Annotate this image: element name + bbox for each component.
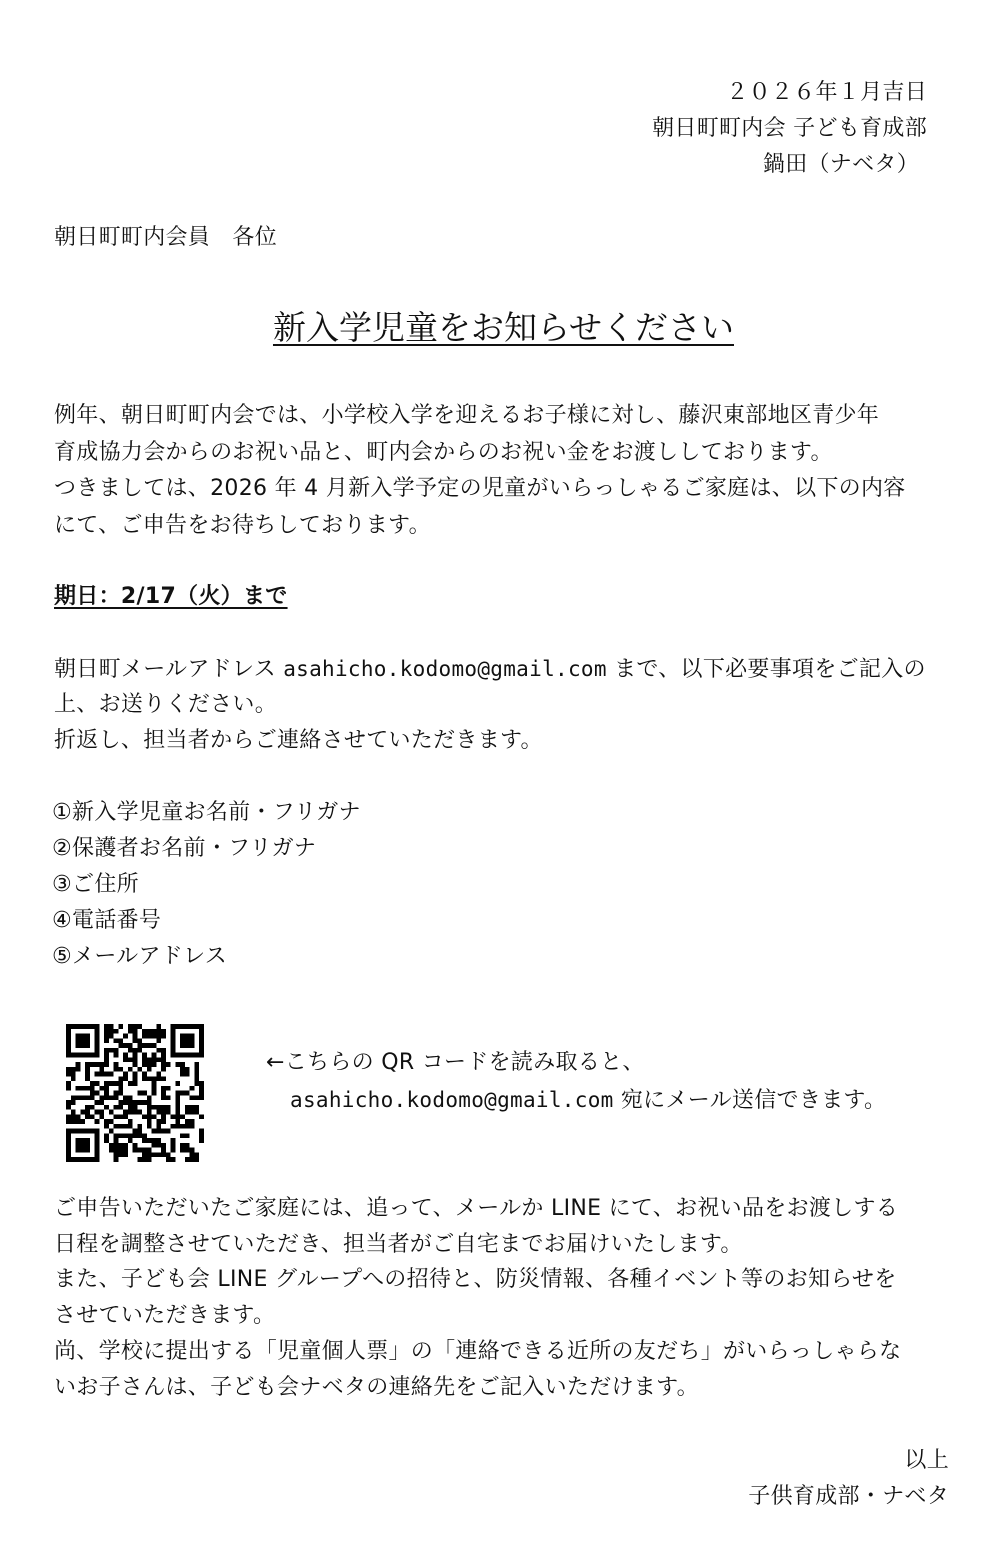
list-item: ③ご住所 (52, 872, 139, 897)
list-item: ④電話番号 (52, 908, 162, 933)
intro-line: つきましては、2026 年 4 月新入学予定の児童がいらっしゃるご家庭は、以下の内容 (54, 476, 906, 501)
contact-line: 上、お送りください。 (54, 692, 278, 717)
closing-line: 日程を調整させていただき、担当者がご自宅までお届けいたします。 (54, 1232, 743, 1257)
contact-line: 折返し、担当者からご連絡させていただきます。 (54, 728, 543, 753)
intro-line: 例年、朝日町町内会では、小学校入学を迎えるお子様に対し、藤沢東部地区青少年 (54, 403, 880, 428)
qr-caption: ←こちらの QR コードを読み取ると、 (266, 1050, 645, 1075)
issue-date: ２０２６年１月吉日 (726, 80, 927, 105)
contact-prefix: 朝日町メールアドレス (54, 657, 284, 682)
closing-line: 尚、学校に提出する「児童個人票」の「連絡できる近所の友だち」がいらっしゃらな (54, 1339, 902, 1364)
closing-line: させていただきます。 (54, 1303, 276, 1328)
closing-word: 以上 (904, 1448, 949, 1473)
qr-code-icon (66, 1024, 204, 1162)
page-title (0, 308, 1007, 348)
recipient-line: 朝日町町内会員 各位 (54, 225, 278, 250)
title-text: 新入学児童をお知らせください (272, 308, 734, 347)
sender-name: 鍋田（ナベタ） (762, 152, 919, 177)
contact-suffix: まで、以下必要事項をご記入の (606, 657, 926, 682)
qr-caption-suffix: 宛にメール送信できます。 (613, 1088, 887, 1113)
email-address: asahicho.kodomo@gmail.com (283, 657, 607, 681)
deadline: 期日：2/17（火）まで (54, 584, 288, 609)
contact-line (54, 656, 926, 683)
signature: 子供育成部・ナベタ (748, 1484, 949, 1509)
organization-name: 朝日町町内会 子ども育成部 (652, 116, 927, 141)
list-item: ②保護者お名前・フリガナ (52, 836, 317, 861)
intro-line: 育成協力会からのお祝い品と、町内会からのお祝い金をお渡ししております。 (54, 440, 833, 465)
closing-line: ご申告いただいたご家庭には、追って、メールか LINE にて、お祝い品をお渡しする (54, 1196, 899, 1221)
closing-line: また、子ども会 LINE グループへの招待と、防災情報、各種イベント等のお知らせを (54, 1267, 897, 1292)
list-item: ⑤メールアドレス (52, 944, 228, 969)
qr-email-address: asahicho.kodomo@gmail.com (290, 1088, 614, 1112)
qr-caption (290, 1087, 886, 1114)
intro-line: にて、ご申告をお待ちしております。 (54, 513, 431, 538)
list-item: ①新入学児童お名前・フリガナ (52, 800, 361, 825)
closing-line: いお子さんは、子ども会ナベタの連絡先をご記入いただけます。 (54, 1375, 699, 1400)
